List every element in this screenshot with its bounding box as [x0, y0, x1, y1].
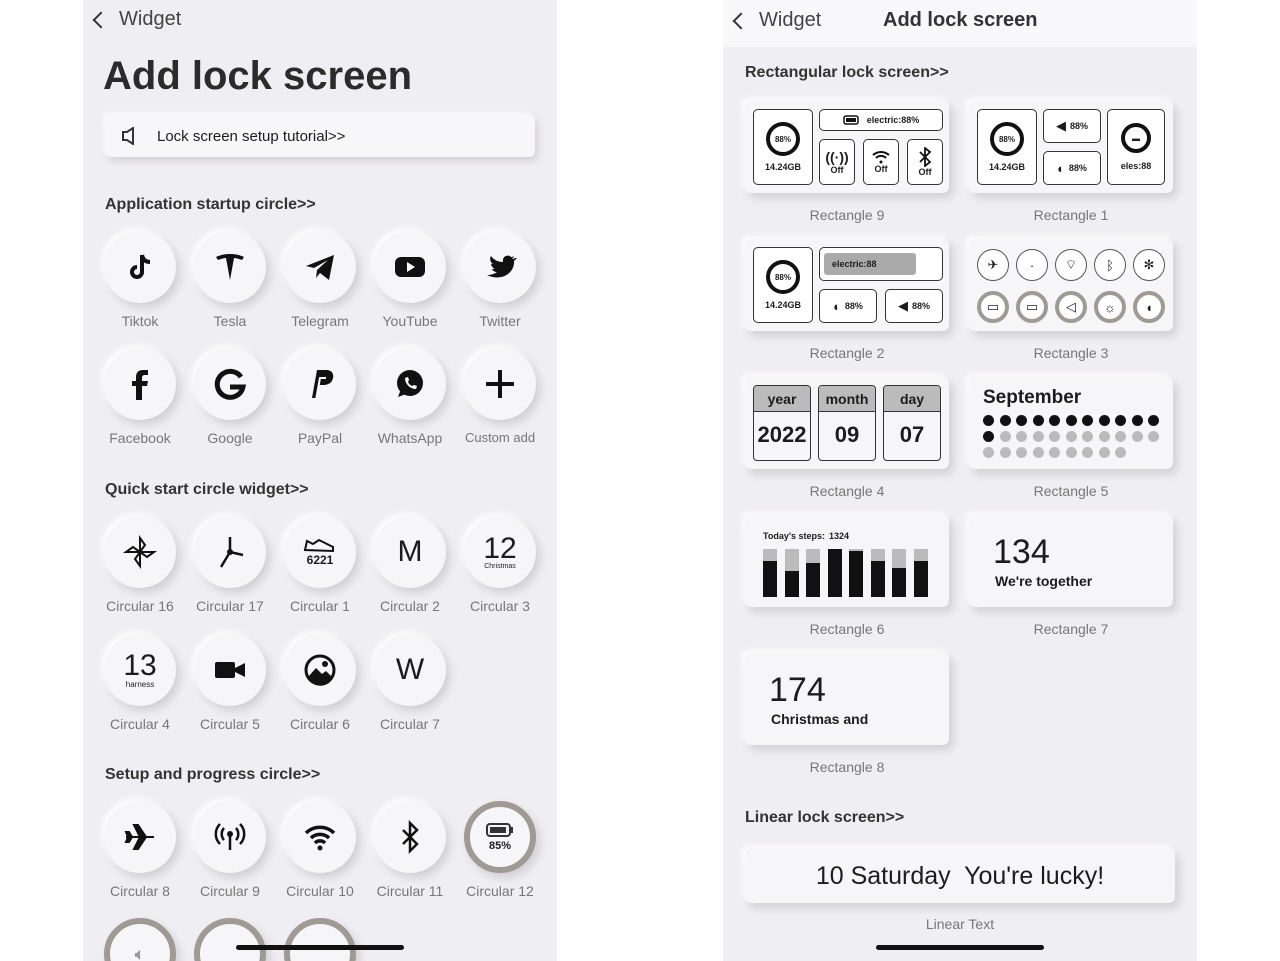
steps-bar-fill	[785, 571, 799, 597]
contrast-icon: ◐	[833, 298, 841, 314]
app-item-telegram[interactable]: Telegram	[275, 231, 365, 329]
day-box: day 07	[883, 385, 941, 461]
steps-bar-fill	[849, 551, 863, 597]
steps-bar	[892, 549, 906, 597]
tiktok-icon	[122, 249, 158, 285]
day-dot	[1033, 431, 1044, 442]
day-dot	[1049, 415, 1060, 426]
whatsapp-icon	[392, 366, 428, 402]
back-label: Widget	[119, 8, 182, 30]
sneaker-icon	[303, 537, 337, 553]
linear-text: 10 Saturday You're lucky!	[815, 861, 1105, 890]
day-dot	[1082, 431, 1093, 442]
pinwheel-icon	[122, 534, 158, 570]
chevron-left-icon	[733, 12, 750, 29]
battery-icon	[486, 823, 514, 837]
setup-item-partial-2[interactable]	[194, 918, 266, 961]
speaker-icon: ◀︎	[897, 298, 908, 313]
day-dot	[1016, 415, 1027, 426]
day-dot	[1115, 415, 1126, 426]
steps-bar	[849, 549, 863, 597]
airplane-icon	[122, 819, 158, 855]
electric-bar: electric:88	[824, 253, 916, 275]
clock-hands-icon	[212, 534, 248, 570]
app-item-tesla[interactable]: Tesla	[185, 231, 275, 329]
antenna-icon: ·	[1016, 249, 1048, 281]
day-dot	[1082, 447, 1093, 458]
steps-bar-fill	[892, 568, 906, 597]
quick-item-circular-16[interactable]: Circular 16	[95, 516, 185, 614]
app-item-youtube[interactable]: YouTube	[365, 231, 455, 329]
photo-icon	[302, 652, 338, 688]
battery-icon	[843, 115, 861, 125]
back-button[interactable]	[95, 8, 181, 31]
quick-item-circular-2[interactable]: M Circular 2	[365, 516, 455, 614]
brightness-box: ◐ 88%	[819, 289, 877, 323]
days-count: 134	[993, 533, 1050, 571]
day-dot	[1099, 447, 1110, 458]
telegram-icon	[302, 249, 338, 285]
electric-box: electric:88%	[819, 109, 943, 131]
storage-box: 88% 14.24GB	[753, 247, 813, 323]
electric-box	[819, 247, 943, 281]
battery-value: 85%	[488, 839, 512, 852]
quick-item-circular-17[interactable]: Circular 17	[185, 516, 275, 614]
volume-box: ◀︎ 88%	[1043, 109, 1101, 143]
day-dot	[1000, 431, 1011, 442]
quick-item-circular-4[interactable]: 13 harness Circular 4	[95, 634, 185, 732]
antenna-icon: ((·))	[825, 149, 849, 165]
custom-add-button[interactable]: Custom add	[455, 348, 545, 445]
steps-bar-fill	[914, 561, 928, 597]
wifi-icon	[871, 150, 891, 164]
steps-bar-fill	[806, 563, 820, 597]
steps-bar-fill	[871, 561, 885, 597]
quick-item-circular-3[interactable]: 12 Christmas Circular 3	[455, 516, 545, 614]
day-dot	[983, 431, 994, 442]
tutorial-label: Lock screen setup tutorial>>	[157, 127, 346, 145]
airplane-icon: ✈	[977, 249, 1009, 281]
month-box: month 09	[818, 385, 876, 461]
rect-widget-5[interactable]: September Rectangle 5	[969, 377, 1173, 499]
app-item-twitter[interactable]: Twitter	[455, 231, 545, 329]
navigation-bar	[723, 0, 1197, 47]
steps-bar	[763, 549, 777, 597]
letter-icon: M	[397, 535, 423, 568]
day-dot	[983, 447, 994, 458]
wifi-icon	[302, 819, 338, 855]
setup-item-circular-10[interactable]: Circular 10	[275, 801, 365, 899]
app-item-google[interactable]: Google	[185, 348, 275, 446]
setup-item-circular-8[interactable]: Circular 8	[95, 801, 185, 899]
setup-item-partial-1[interactable]	[104, 918, 176, 961]
flashlight-icon: ◖	[1133, 291, 1165, 323]
section-title-linear: Linear lock screen>>	[745, 809, 905, 826]
google-icon	[212, 366, 248, 402]
tesla-icon	[212, 249, 248, 285]
bluetooth-icon	[918, 147, 932, 167]
home-indicator[interactable]	[236, 945, 404, 950]
left-screen	[83, 0, 557, 961]
quick-item-circular-1[interactable]: 6221 Circular 1	[275, 516, 365, 614]
rect-widget-2[interactable]: 88% 14.24GB electric:88 ◐ 88% ◀︎ 88% Rectangle 2	[745, 239, 949, 361]
steps-bar-fill	[828, 549, 842, 597]
page-title: Add lock screen	[883, 9, 1038, 31]
storage-box: 88% 14.24GB	[977, 109, 1037, 185]
section-title-setup: Setup and progress circle>>	[105, 766, 321, 783]
bluetooth-box: Off	[907, 139, 943, 185]
storage-box: 88% 14.24GB	[753, 109, 813, 185]
link-icon: ✻	[1133, 249, 1165, 281]
month-name: September	[983, 387, 1082, 408]
day-dot	[1033, 415, 1044, 426]
quick-item-circular-6[interactable]: Circular 6	[275, 634, 365, 732]
antenna-icon	[212, 819, 248, 855]
app-item-paypal[interactable]: PayPal	[275, 348, 365, 446]
day-dot	[1099, 415, 1110, 426]
day-dot	[1066, 415, 1077, 426]
right-screen	[723, 0, 1197, 961]
volume-icon: ◁	[1055, 291, 1087, 323]
day-dot	[1049, 447, 1060, 458]
day-dot	[1132, 431, 1143, 442]
back-button[interactable]	[735, 9, 821, 32]
steps-header: Today's steps: 1324	[763, 531, 850, 541]
section-title-quick: Quick start circle widget>>	[105, 481, 309, 498]
letter-icon: W	[395, 653, 425, 686]
wifi-box: Off	[863, 139, 899, 185]
day-dot	[1016, 447, 1027, 458]
day-dot	[1115, 431, 1126, 442]
quick-item-circular-5[interactable]: Circular 5	[185, 634, 275, 732]
steps-value: 6221	[306, 553, 334, 567]
brightness-icon: ☼	[1094, 291, 1126, 323]
contrast-icon: ◐	[1057, 160, 1065, 176]
steps-bar	[871, 549, 885, 597]
day-dot	[1148, 415, 1159, 426]
day-dot	[1132, 415, 1143, 426]
day-dot	[1115, 447, 1126, 458]
steps-bar-fill	[763, 561, 777, 597]
day-dot	[1066, 431, 1077, 442]
linear-label: Linear Text	[925, 916, 995, 932]
day-dot	[983, 415, 994, 426]
day-dot	[1033, 447, 1044, 458]
page-title: Add lock screen	[103, 54, 413, 98]
day-dot	[1148, 431, 1159, 442]
volume-box: ◀︎ 88%	[885, 289, 943, 323]
battery-box: ▬ eles:88	[1107, 109, 1165, 185]
app-item-tiktok[interactable]: Tiktok	[95, 231, 185, 329]
rect-widget-4[interactable]: year 2022 month 09 day 07 Rectangle 4	[745, 377, 949, 499]
bluetooth-icon	[392, 819, 428, 855]
rect-widget-6[interactable]: Today's steps: 1324 Rectangle 6	[745, 515, 949, 637]
year-box: year 2022	[753, 385, 811, 461]
day-dot	[1000, 415, 1011, 426]
day-dot	[1099, 431, 1110, 442]
youtube-icon	[392, 249, 428, 285]
section-title-app: Application startup circle>>	[105, 196, 316, 213]
day-dot	[1049, 431, 1060, 442]
linear-widget[interactable]	[745, 849, 1175, 903]
home-indicator[interactable]	[876, 945, 1044, 950]
speaker-icon	[121, 127, 141, 145]
storage-icon: ▭	[1016, 291, 1048, 323]
facebook-icon	[122, 366, 158, 402]
steps-bar	[828, 549, 842, 597]
speaker-icon: ◀︎	[1055, 118, 1066, 133]
steps-bar	[806, 549, 820, 597]
setup-item-circular-12[interactable]: 85% Circular 12	[455, 801, 545, 899]
rect-widget-8[interactable]: 174 Christmas and Rectangle 8	[745, 653, 949, 775]
volume-icon: 🔈︎	[134, 943, 146, 961]
rect-widget-9[interactable]: 88% 14.24GB electric:88% ((·)) Off Off Off Rectangle 9	[745, 101, 949, 223]
day-dot	[1016, 431, 1027, 442]
day-dot	[1066, 447, 1077, 458]
cellular-box: ((·)) Off	[819, 139, 855, 185]
video-camera-icon	[212, 652, 248, 688]
app-item-whatsapp[interactable]: WhatsApp	[365, 348, 455, 446]
setup-item-partial-3[interactable]	[284, 918, 356, 961]
twitter-icon	[482, 249, 518, 285]
app-item-facebook[interactable]: Facebook	[95, 348, 185, 446]
bluetooth-icon: ᛒ	[1094, 249, 1126, 281]
wifi-icon: ⌔	[1055, 249, 1087, 281]
section-title-rect: Rectangular lock screen>>	[745, 64, 949, 81]
day-dot	[1082, 415, 1093, 426]
day-dot	[1000, 447, 1011, 458]
rect-widget-3[interactable]: ✈ · ⌔ ᛒ ✻ ▭ ▭ ◁ ☼ ◖ Rectangle 3	[969, 239, 1173, 361]
days-count: 174	[769, 671, 826, 709]
steps-bar	[914, 549, 928, 597]
battery-icon: ▭	[977, 291, 1009, 323]
back-label: Widget	[759, 9, 822, 31]
countdown-text: We're together	[995, 573, 1093, 589]
plus-icon	[482, 366, 518, 402]
brightness-box: ◐ 88%	[1043, 151, 1101, 185]
countdown-text: Christmas and	[771, 711, 869, 727]
tutorial-button[interactable]	[105, 115, 535, 157]
rect-widget-1[interactable]: 88% 14.24GB ◀︎ 88% ◐ 88% ▬ eles:88 Rectangle 1	[969, 101, 1173, 223]
chevron-left-icon	[93, 11, 110, 28]
rect-widget-7[interactable]: 134 We're together Rectangle 7	[969, 515, 1173, 637]
steps-bar	[785, 549, 799, 597]
paypal-icon	[302, 366, 338, 402]
setup-item-circular-9[interactable]: Circular 9	[185, 801, 275, 899]
setup-item-circular-11[interactable]: Circular 11	[365, 801, 455, 899]
battery-icon: ▬	[1121, 123, 1151, 153]
quick-item-circular-7[interactable]: W Circular 7	[365, 634, 455, 732]
